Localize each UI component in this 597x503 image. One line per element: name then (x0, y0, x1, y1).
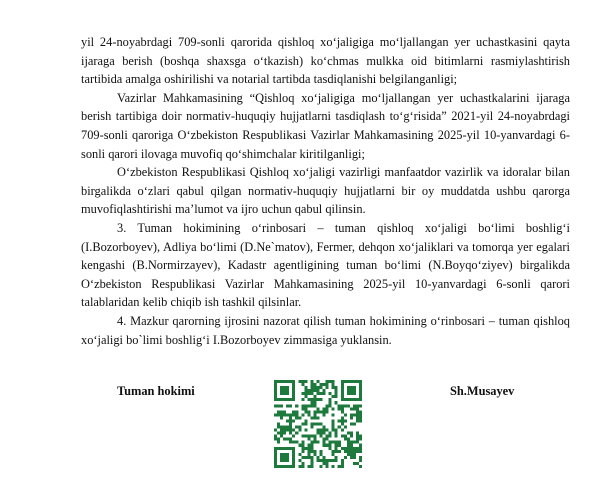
paragraph-5: 4. Mazkur qarorning ijrosini nazorat qilish tuman hokimining o‘rinbosari – tuman qishloq xo‘jaligi bo`limi boshlig‘i I.Bozorboyev zimmasiga yuklansin. (81, 313, 570, 347)
paragraph-1: yil 24-noyabrdagi 709-sonli qarorida qishloq xo‘jaligiga mo‘ljallangan yer uchastkasini qayta ijaraga berish (boshqa shaxsga o‘tkazish) ko‘chmas mulkka oid bitimlarni rasmiylashtirish tartibida amalga oshirilishi va notarial tartibda tasdiqlanishi belgilanganligi; (81, 35, 570, 87)
qr-code-icon (274, 380, 362, 468)
paragraph-3: O‘zbekiston Respublikasi Qishloq xo‘jaligi vazirligi manfaatdor vazirlik va idoralar bilan birgalikda o‘zlari qabul qilgan normativ-huquqiy hujjatlarni bir oy muddatda ushbu qarorga muvofiqlashtirishi ma’lumot va ijro uchun qabul qilinsin. (81, 165, 570, 217)
document-body (81, 33, 570, 349)
signature-name: Sh.Musayev (450, 384, 515, 398)
paragraph-2: Vazirlar Mahkamasining “Qishloq xo‘jaligiga mo‘ljallangan yer uchastkalarini ijaraga berish tartibiga doir normativ-huquqiy hujjatlarni tasdiqlash to‘g‘risida” 2021-yil 24-noyabrdagi 709-sonli qaroriga O‘zbekiston Respublikasi Vazirlar Mahkamasining 2025-yil 10-yanvardagi 6-sonli qarori ilovaga muvofiq qo‘shimchalar kiritilganligi; (81, 90, 570, 161)
paragraph-4: 3. Tuman hokimining o‘rinbosari – tuman qishloq xo‘jaligi bo‘limi boshlig‘i (I.Bozorboyev), Adliya bo‘limi (D.Ne`matov), Fermer, dehqon xo‘jaliklari va tomorqa yer egalari kengashi (B.Normirzayev), Kadastr agentligining tuman bo‘limi (N.Boyqo‘ziyev) birgalikda O‘zbekiston Respublikasi Vazirlar Mahkamasining 2025-yil 10-yanvardagi 6-sonli qarori talablaridan kelib chiqib ish tashkil qilsinlar. (81, 220, 570, 310)
signature-title: Tuman hokimi (117, 384, 195, 398)
